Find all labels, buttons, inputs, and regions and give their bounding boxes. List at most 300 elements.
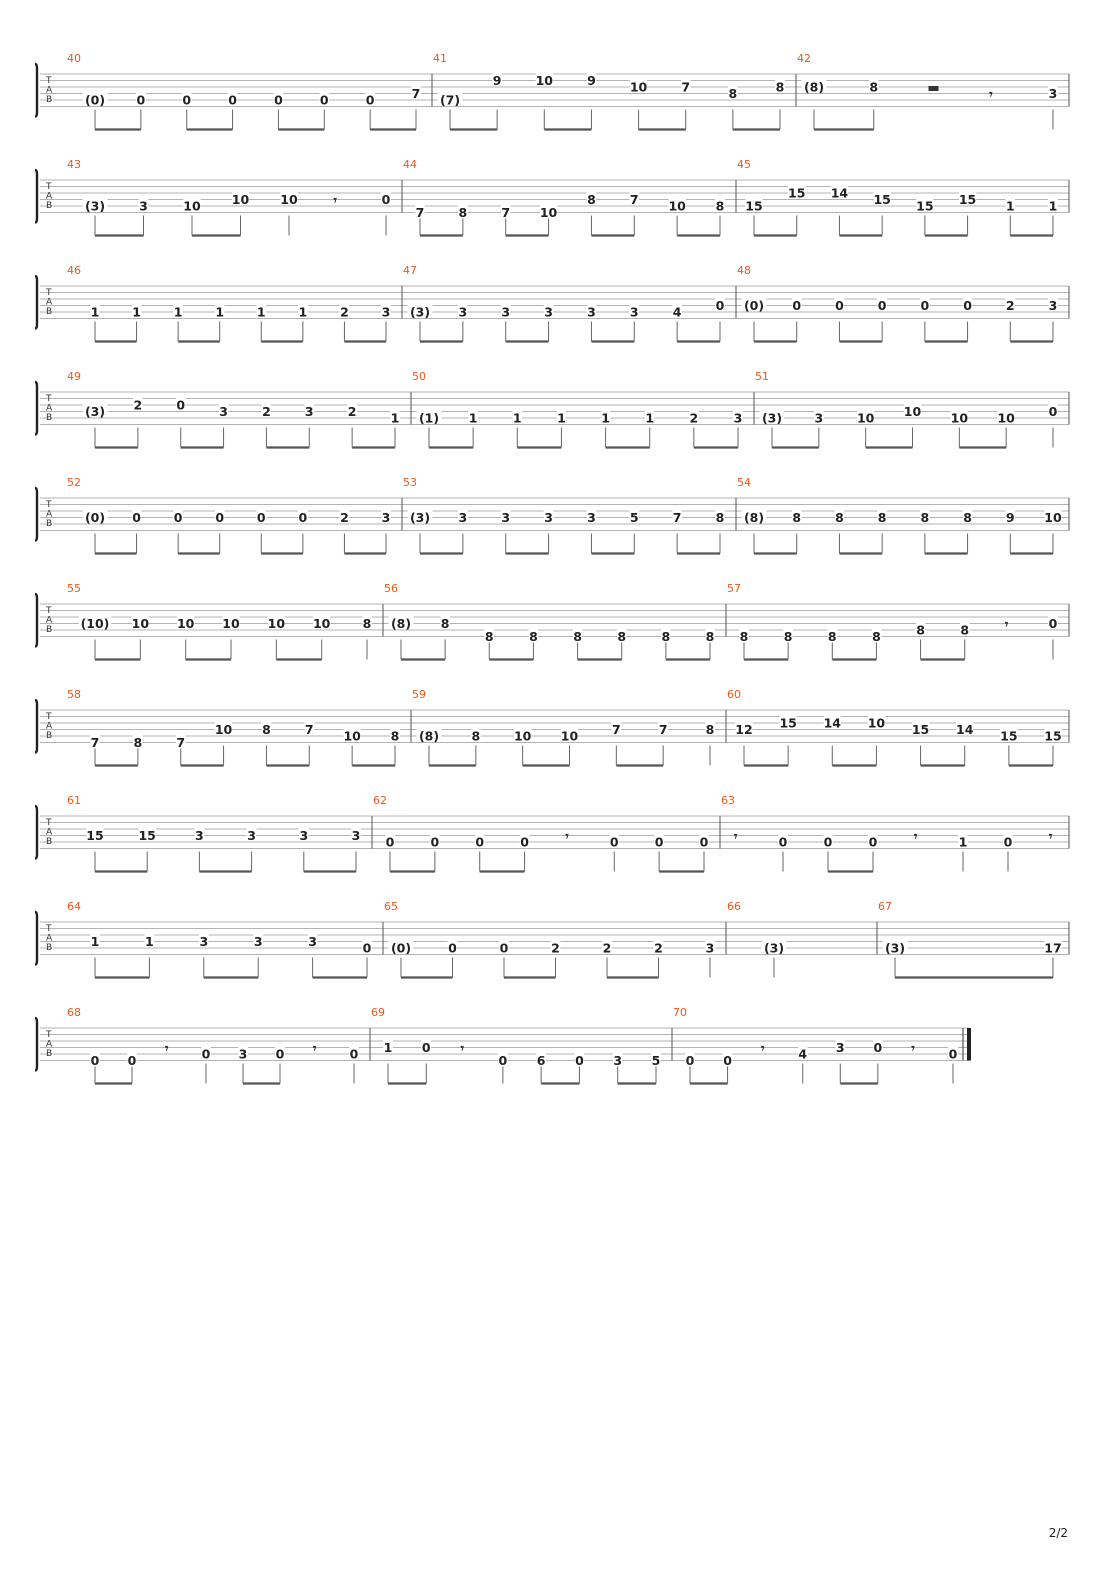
fret-number: 8 bbox=[963, 510, 972, 525]
fret-number: 0 bbox=[365, 92, 375, 108]
fret-number: (7) bbox=[439, 92, 461, 108]
fret-number: 1 bbox=[132, 304, 141, 320]
measure-number: 65 bbox=[384, 900, 398, 913]
measure-number: 43 bbox=[67, 158, 81, 171]
fret-number: 3 bbox=[195, 828, 204, 843]
fret-number: 10 bbox=[1044, 510, 1062, 525]
fret-number: 7 bbox=[90, 735, 100, 750]
fret-number: 3 bbox=[544, 304, 553, 320]
fret-number: 1 bbox=[145, 934, 154, 949]
fret-number: 7 bbox=[611, 722, 621, 737]
fret-number: 10 bbox=[343, 728, 361, 744]
tab-clef-letter: T bbox=[46, 394, 52, 404]
fret-number: 0 bbox=[298, 510, 308, 525]
fret-number: 1 bbox=[390, 410, 400, 426]
measure-number: 50 bbox=[412, 370, 426, 383]
tab-system bbox=[35, 476, 1069, 554]
fret-number: 0 bbox=[715, 298, 725, 313]
fret-number: 8 bbox=[458, 205, 468, 220]
tab-clef-letter: T bbox=[46, 606, 52, 616]
fret-number: 7 bbox=[415, 205, 425, 220]
tab-system bbox=[35, 1006, 969, 1084]
system-bracket bbox=[35, 912, 37, 965]
fret-number: 8 bbox=[715, 198, 725, 214]
system-bracket bbox=[35, 382, 37, 435]
fret-number: 0 bbox=[823, 834, 833, 850]
fret-number: 15 bbox=[138, 828, 156, 843]
measure-number: 60 bbox=[727, 688, 741, 701]
tab-system bbox=[35, 264, 1069, 342]
fret-number: 8 bbox=[960, 622, 970, 638]
fret-number: 0 bbox=[349, 1046, 359, 1062]
tab-clef-letter: T bbox=[46, 182, 52, 192]
fret-number: 7 bbox=[411, 86, 421, 101]
fret-number: 8 bbox=[877, 510, 887, 525]
fret-number: 8 bbox=[587, 192, 596, 207]
fret-number: 3 bbox=[1048, 86, 1058, 101]
eighth-rest: 𝄾 bbox=[333, 192, 337, 208]
fret-number: 3 bbox=[587, 510, 596, 525]
fret-number: 0 bbox=[1048, 404, 1058, 419]
measure-number: 40 bbox=[67, 52, 81, 65]
fret-number: 0 bbox=[275, 1046, 285, 1062]
tab-clef-letter: B bbox=[46, 943, 53, 953]
fret-number: 2 bbox=[133, 397, 143, 413]
fret-number: 10 bbox=[539, 205, 558, 220]
tab-clef-letter: A bbox=[46, 191, 53, 202]
fret-number: 0 bbox=[90, 1053, 100, 1068]
measure-number: 64 bbox=[67, 900, 81, 913]
fret-number: 1 bbox=[383, 1040, 393, 1055]
fret-number: 7 bbox=[501, 205, 511, 220]
fret-number: (1) bbox=[418, 410, 440, 426]
system-bracket bbox=[35, 64, 37, 117]
tab-clef-letter: T bbox=[46, 288, 52, 298]
tab-clef-letter: A bbox=[46, 509, 53, 520]
measure-number: 69 bbox=[371, 1006, 385, 1019]
fret-number: 0 bbox=[176, 397, 186, 413]
fret-number: (3) bbox=[84, 404, 106, 419]
fret-number: 3 bbox=[308, 934, 317, 949]
fret-number: 7 bbox=[681, 79, 691, 95]
fret-number: 3 bbox=[501, 304, 511, 320]
fret-number: 15 bbox=[958, 192, 977, 207]
fret-number: 10 bbox=[231, 192, 250, 207]
tab-clef-letter: B bbox=[46, 1049, 53, 1059]
fret-number: 0 bbox=[448, 940, 457, 956]
fret-number: 1 bbox=[601, 410, 610, 426]
eighth-rest: 𝄾 bbox=[761, 1040, 765, 1056]
fret-number: 10 bbox=[131, 616, 150, 631]
fret-number: 3 bbox=[613, 1053, 623, 1068]
fret-number: 0 bbox=[499, 940, 509, 956]
tab-clef-letter: B bbox=[46, 731, 53, 741]
fret-number: 8 bbox=[792, 510, 802, 525]
measure-number: 70 bbox=[673, 1006, 687, 1019]
tab-system bbox=[35, 688, 1069, 766]
page-number: 2/2 bbox=[1048, 1526, 1068, 1540]
fret-number: 0 bbox=[685, 1053, 695, 1068]
fret-number: 0 bbox=[520, 834, 529, 850]
tab-clef-letter: A bbox=[46, 933, 53, 944]
fret-number: 0 bbox=[873, 1040, 883, 1055]
fret-number: 2 bbox=[340, 510, 349, 525]
fret-number: 8 bbox=[715, 510, 725, 525]
fret-number: 10 bbox=[997, 410, 1015, 426]
tab-system bbox=[35, 582, 1069, 660]
fret-number: 3 bbox=[238, 1046, 248, 1062]
fret-number: (8) bbox=[418, 728, 440, 744]
fret-number: 2 bbox=[1005, 298, 1015, 313]
fret-number: (8) bbox=[743, 510, 765, 525]
fret-number: 9 bbox=[587, 73, 596, 88]
fret-number: 0 bbox=[201, 1046, 211, 1062]
fret-number: (0) bbox=[84, 92, 106, 108]
measure-number: 53 bbox=[403, 476, 417, 489]
measure-number: 62 bbox=[373, 794, 387, 807]
fret-number: 15 bbox=[779, 715, 797, 731]
fret-number: 0 bbox=[963, 298, 972, 313]
fret-number: 0 bbox=[575, 1053, 584, 1068]
fret-number: 3 bbox=[253, 934, 263, 949]
fret-number: 7 bbox=[629, 192, 639, 207]
fret-number: (8) bbox=[390, 616, 412, 631]
eighth-rest: 𝄾 bbox=[460, 1040, 464, 1056]
fret-number: 0 bbox=[381, 192, 391, 207]
fret-number: 8 bbox=[573, 629, 582, 644]
fret-number: (3) bbox=[409, 510, 431, 525]
tab-clef-letter: T bbox=[46, 1030, 52, 1040]
fret-number: 5 bbox=[629, 510, 639, 525]
eighth-rest: 𝄾 bbox=[1004, 616, 1009, 632]
fret-number: 3 bbox=[544, 510, 553, 525]
fret-number: 2 bbox=[689, 410, 699, 426]
fret-number: 8 bbox=[775, 79, 785, 95]
measure-number: 45 bbox=[737, 158, 751, 171]
fret-number: 0 bbox=[654, 834, 664, 850]
fret-number: 1 bbox=[557, 410, 566, 426]
fret-number: 8 bbox=[529, 629, 538, 644]
fret-number: 8 bbox=[440, 616, 450, 631]
fret-number: 0 bbox=[127, 1053, 137, 1068]
fret-number: 1 bbox=[256, 304, 266, 320]
fret-number: 3 bbox=[814, 410, 824, 426]
eighth-rest: 𝄾 bbox=[1049, 828, 1053, 844]
fret-number: 10 bbox=[222, 616, 240, 631]
fret-number: 0 bbox=[182, 92, 192, 108]
fret-number: 3 bbox=[299, 828, 309, 843]
system-bracket bbox=[35, 700, 37, 753]
measure-number: 48 bbox=[737, 264, 751, 277]
fret-number: 0 bbox=[948, 1046, 958, 1062]
fret-number: (0) bbox=[390, 940, 412, 956]
fret-number: 10 bbox=[560, 728, 579, 744]
fret-number: (0) bbox=[743, 298, 765, 313]
fret-number: 1 bbox=[173, 304, 183, 320]
fret-number: 9 bbox=[492, 73, 502, 88]
eighth-rest: 𝄾 bbox=[911, 1040, 915, 1056]
fret-number: 0 bbox=[362, 940, 372, 956]
fret-number: 5 bbox=[651, 1053, 661, 1068]
measure-number: 58 bbox=[67, 688, 81, 701]
fret-number: 10 bbox=[176, 616, 195, 631]
fret-number: 3 bbox=[458, 510, 468, 525]
measure-number: 47 bbox=[403, 264, 417, 277]
tab-clef-letter: B bbox=[46, 201, 53, 211]
fret-number: (3) bbox=[884, 940, 906, 956]
fret-number: 10 bbox=[856, 410, 875, 426]
fret-number: 8 bbox=[872, 629, 881, 644]
system-bracket bbox=[35, 488, 37, 541]
fret-number: 0 bbox=[1048, 616, 1058, 631]
fret-number: (3) bbox=[84, 198, 106, 214]
fret-number: 0 bbox=[475, 834, 485, 850]
measure-number: 42 bbox=[797, 52, 811, 65]
fret-number: 8 bbox=[617, 629, 627, 644]
fret-number: 10 bbox=[535, 73, 553, 88]
fret-number: 8 bbox=[362, 616, 372, 631]
fret-number: 4 bbox=[672, 304, 682, 320]
tab-clef-letter: B bbox=[46, 95, 53, 105]
tab-clef-letter: B bbox=[46, 519, 53, 529]
fret-number: 1 bbox=[1005, 198, 1015, 214]
fret-number: 8 bbox=[484, 629, 494, 644]
fret-number: 0 bbox=[723, 1053, 732, 1068]
measure-number: 55 bbox=[67, 582, 81, 595]
tab-clef-letter: B bbox=[46, 837, 53, 847]
fret-number: 0 bbox=[256, 510, 266, 525]
fret-number: 1 bbox=[90, 934, 100, 949]
measure-number: 44 bbox=[403, 158, 417, 171]
fret-number: 0 bbox=[609, 834, 619, 850]
fret-number: 3 bbox=[458, 304, 468, 320]
fret-number: (3) bbox=[761, 410, 783, 426]
measure-number: 46 bbox=[67, 264, 81, 277]
measure-number: 66 bbox=[727, 900, 741, 913]
eighth-rest: 𝄾 bbox=[313, 1040, 317, 1056]
fret-number: 14 bbox=[823, 715, 841, 731]
fret-number: 0 bbox=[319, 92, 329, 108]
fret-number: 3 bbox=[733, 410, 743, 426]
fret-number: 0 bbox=[136, 92, 146, 108]
fret-number: 15 bbox=[1044, 728, 1062, 744]
fret-number: 10 bbox=[267, 616, 286, 631]
fret-number: 10 bbox=[183, 198, 201, 214]
fret-number: 7 bbox=[658, 722, 668, 737]
measure-number: 49 bbox=[67, 370, 81, 383]
fret-number: 0 bbox=[430, 834, 440, 850]
tab-clef-letter: T bbox=[46, 818, 52, 828]
tab-clef-letter: B bbox=[46, 413, 53, 423]
fret-number: 8 bbox=[705, 629, 715, 644]
fret-number: 8 bbox=[835, 510, 844, 525]
fret-number: 10 bbox=[668, 198, 686, 214]
fret-number: 8 bbox=[390, 728, 400, 744]
eighth-rest: 𝄾 bbox=[989, 86, 993, 102]
fret-number: 4 bbox=[798, 1046, 808, 1062]
fret-number: 1 bbox=[215, 304, 225, 320]
fret-number: 15 bbox=[745, 198, 763, 214]
fret-number: 15 bbox=[916, 198, 934, 214]
fret-number: (8) bbox=[803, 79, 825, 95]
fret-number: 8 bbox=[133, 735, 143, 750]
fret-number: 2 bbox=[347, 404, 357, 419]
fret-number: 3 bbox=[199, 934, 209, 949]
fret-number: 3 bbox=[381, 304, 391, 320]
fret-number: 0 bbox=[215, 510, 225, 525]
eighth-rest: 𝄾 bbox=[914, 828, 918, 844]
fret-number: 7 bbox=[304, 722, 314, 737]
fret-number: (3) bbox=[763, 940, 785, 956]
fret-number: (0) bbox=[84, 510, 106, 525]
half-rest bbox=[929, 86, 939, 91]
system-bracket bbox=[35, 594, 37, 647]
fret-number: 0 bbox=[877, 298, 887, 313]
fret-number: 12 bbox=[735, 722, 753, 737]
fret-number: 8 bbox=[739, 629, 749, 644]
tab-clef-letter: T bbox=[46, 924, 52, 934]
measure-number: 61 bbox=[67, 794, 81, 807]
tab-clef-letter: B bbox=[46, 307, 53, 317]
tab-clef-letter: A bbox=[46, 615, 53, 626]
fret-number: 8 bbox=[869, 79, 879, 95]
measure-number: 59 bbox=[412, 688, 426, 701]
fret-number: 14 bbox=[956, 722, 974, 737]
fret-number: 8 bbox=[471, 728, 481, 744]
fret-number: 8 bbox=[920, 510, 930, 525]
fret-number: 2 bbox=[654, 940, 663, 956]
fret-number: 7 bbox=[672, 510, 682, 525]
fret-number: 1 bbox=[298, 304, 308, 320]
fret-number: 3 bbox=[1048, 298, 1058, 313]
fret-number: 10 bbox=[280, 192, 298, 207]
fret-number: 15 bbox=[873, 192, 891, 207]
measure-number: 41 bbox=[433, 52, 447, 65]
fret-number: 0 bbox=[274, 92, 283, 108]
fret-number: 15 bbox=[788, 185, 806, 201]
tab-clef-letter: A bbox=[46, 85, 53, 96]
fret-number: 10 bbox=[513, 728, 532, 744]
fret-number: 3 bbox=[351, 828, 361, 843]
fret-number: 3 bbox=[219, 404, 228, 419]
fret-number: 8 bbox=[827, 629, 837, 644]
eighth-rest: 𝄾 bbox=[165, 1040, 169, 1056]
tab-clef-letter: A bbox=[46, 1039, 53, 1050]
fret-number: 10 bbox=[312, 616, 331, 631]
system-bracket bbox=[35, 806, 37, 859]
tab-clef-letter: T bbox=[46, 500, 52, 510]
fret-number: 0 bbox=[868, 834, 878, 850]
tab-system bbox=[35, 370, 1069, 448]
fret-number: 1 bbox=[645, 410, 655, 426]
measure-number: 52 bbox=[67, 476, 81, 489]
measure-number: 54 bbox=[737, 476, 751, 489]
fret-number: 8 bbox=[661, 629, 671, 644]
fret-number: 1 bbox=[958, 834, 968, 850]
fret-number: 10 bbox=[214, 722, 233, 737]
fret-number: 2 bbox=[551, 940, 560, 956]
fret-number: 15 bbox=[86, 828, 104, 843]
fret-number: 3 bbox=[835, 1040, 845, 1055]
fret-number: 10 bbox=[950, 410, 969, 426]
fret-number: 10 bbox=[903, 404, 922, 419]
eighth-rest: 𝄾 bbox=[565, 828, 569, 844]
fret-number: 1 bbox=[468, 410, 478, 426]
tab-clef-letter: T bbox=[46, 712, 52, 722]
fret-number: 0 bbox=[778, 834, 788, 850]
fret-number: 8 bbox=[916, 622, 925, 638]
fret-number: 9 bbox=[1005, 510, 1015, 525]
fret-number: 10 bbox=[867, 715, 886, 731]
fret-number: 3 bbox=[587, 304, 596, 320]
fret-number: 1 bbox=[90, 304, 100, 320]
measure-number: 51 bbox=[755, 370, 769, 383]
fret-number: 0 bbox=[835, 298, 844, 313]
fret-number: 0 bbox=[792, 298, 802, 313]
fret-number: 15 bbox=[1000, 728, 1018, 744]
tab-clef-letter: A bbox=[46, 721, 53, 732]
fret-number: 6 bbox=[536, 1053, 546, 1068]
fret-number: 2 bbox=[340, 304, 349, 320]
fret-number: 0 bbox=[920, 298, 930, 313]
tab-clef-letter: B bbox=[46, 625, 53, 635]
fret-number: 1 bbox=[1048, 198, 1058, 214]
fret-number: 0 bbox=[421, 1040, 431, 1055]
fret-number: 3 bbox=[247, 828, 256, 843]
fret-number: 0 bbox=[1003, 834, 1013, 850]
fret-number: 17 bbox=[1044, 940, 1062, 956]
fret-number: 3 bbox=[381, 510, 391, 525]
tab-system bbox=[35, 900, 1069, 978]
eighth-rest: 𝄾 bbox=[734, 828, 738, 844]
tab-system bbox=[35, 52, 1069, 130]
fret-number: 1 bbox=[512, 410, 522, 426]
fret-number: 2 bbox=[602, 940, 612, 956]
system-bracket bbox=[35, 1018, 37, 1071]
fret-number: 3 bbox=[629, 304, 639, 320]
fret-number: 7 bbox=[176, 735, 186, 750]
tab-clef-letter: A bbox=[46, 403, 53, 414]
tab-system bbox=[35, 794, 1069, 872]
system-bracket bbox=[35, 170, 37, 223]
tab-system bbox=[35, 158, 1069, 236]
fret-number: 0 bbox=[228, 92, 237, 108]
fret-number: (10) bbox=[80, 616, 110, 631]
fret-number: 8 bbox=[262, 722, 271, 737]
measure-number: 56 bbox=[384, 582, 398, 595]
fret-number: 8 bbox=[705, 722, 715, 737]
fret-number: (3) bbox=[409, 304, 431, 320]
fret-number: 0 bbox=[132, 510, 141, 525]
tab-clef-letter: T bbox=[46, 76, 52, 86]
measure-number: 63 bbox=[721, 794, 735, 807]
fret-number: 0 bbox=[699, 834, 709, 850]
fret-number: 10 bbox=[629, 79, 648, 95]
fret-number: 2 bbox=[262, 404, 271, 419]
fret-number: 3 bbox=[304, 404, 314, 419]
fret-number: 14 bbox=[830, 185, 849, 201]
fret-number: 3 bbox=[501, 510, 511, 525]
tab-clef-letter: A bbox=[46, 297, 53, 308]
fret-number: 8 bbox=[728, 86, 738, 101]
fret-number: 0 bbox=[498, 1053, 508, 1068]
tab-clef-letter: A bbox=[46, 827, 53, 838]
fret-number: 3 bbox=[705, 940, 715, 956]
fret-number: 0 bbox=[173, 510, 183, 525]
measure-number: 57 bbox=[727, 582, 741, 595]
fret-number: 8 bbox=[783, 629, 793, 644]
fret-number: 0 bbox=[385, 834, 395, 850]
